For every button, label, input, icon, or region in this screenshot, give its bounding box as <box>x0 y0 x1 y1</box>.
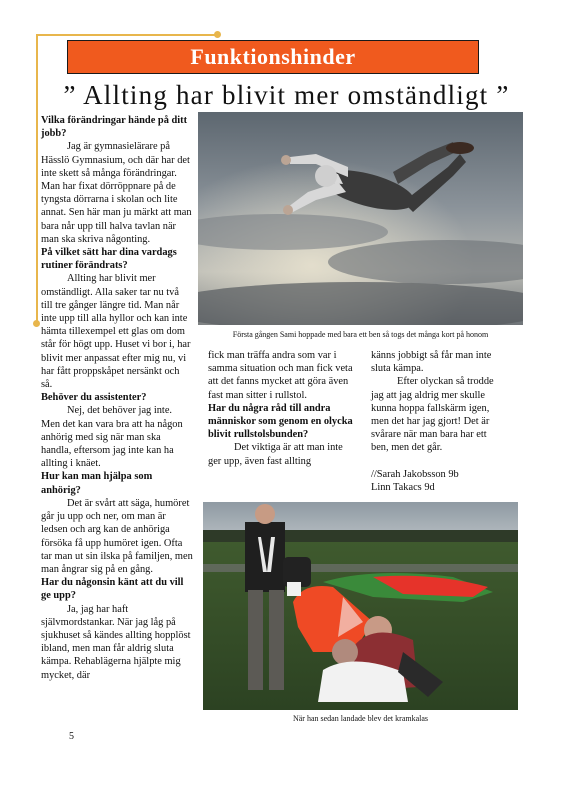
decorative-dot <box>214 31 221 38</box>
question: Vilka förändringar hände på ditt jobb? <box>41 115 188 140</box>
photo-caption-bottom: När han sedan landade blev det kramkalas <box>292 714 429 723</box>
answer: Det är svårt att säga, humöret går ju upp och ner, om man är ledsen och arg kan de anhöriga försöka få upp humöret igen. Ofta tar man ut sin ilska på familjen, men man ångrar sig på en gång. <box>41 497 193 575</box>
answer: Nej, det behöver jag inte. Men det kan vara bra att ha någon anhörig med sig när man ska handla, eftersom jag inte kan ha allting i knäet. <box>41 405 183 470</box>
answer: Allting har blivit mer omständligt. Alla saker tar nu två till tre gånger längre tid. Man når inte upp till alla hyllor och kan inte hämta tillexempel ett glas om dom står för högt upp. Huset vi bor i, har blivit mer anpassat efter mig nu, vi har fått proppskåpet nersänkt och så. <box>41 273 191 391</box>
question: På vilket sätt har dina vardags rutiner förändrats? <box>41 247 177 272</box>
question: Har du någonsin känt att du vill ge upp? <box>41 577 184 602</box>
answer: Det viktiga är att man inte ger upp, även fast allting <box>208 442 343 467</box>
section-title: Funktionshinder <box>190 44 356 69</box>
continued-paragraph: fick man träffa andra som var i samma situation och man fick veta att det fanns mycket att göra även fast man sitter i rullstol. <box>208 350 353 401</box>
article-column-1 <box>41 114 193 682</box>
answer: Jag är gymnasielärare på Hässlö Gymnasium, och där har det inte skett så många förändringar. Man har fixat dörröppnare på de tyngsta dörrarna i skolan och lite annat. Sen här man ju märkt att man bara når upp till halva tavlan när man ska skriva någonting. <box>41 141 192 245</box>
decorative-dot <box>33 320 40 327</box>
question: Behöver du assistenter? <box>41 392 147 404</box>
landing-photo <box>203 502 518 710</box>
continued-paragraph: känns jobbigt så får man inte sluta kämpa. <box>371 350 492 375</box>
section-banner <box>67 40 479 74</box>
decorative-line-horizontal <box>36 34 219 36</box>
answer: Efter olyckan så trodde jag att jag aldrig mer skulle kunna hoppa fallskärm igen, men det har jag gjort! Det är svårare när man bara har ett ben, men det går. <box>371 376 494 454</box>
answer: Ja, jag har haft självmordstankar. När jag låg på sjukhuset så kändes allting hopplöst ibland, men man får aldrig sluta kämpa. Rehablägerna hjälpte mig mycket, där <box>41 603 191 681</box>
question: Hur kan man hjälpa som anhörig? <box>41 471 153 496</box>
article-headline: ” Allting har blivit mer omständligt ” <box>63 80 510 110</box>
photo-caption-top: Första gången Sami hoppade med bara ett ben så togs det många kort på honom <box>232 330 489 339</box>
article-column-2 <box>208 349 354 468</box>
decorative-line-vertical <box>36 34 38 324</box>
byline-author: Linn Takacs 9d <box>371 481 435 493</box>
page-number: 5 <box>69 731 74 742</box>
article-column-3 <box>371 349 501 494</box>
skydiver-photo <box>198 112 523 325</box>
question: Har du några råd till andra människor som genom en olycka blivit rullstolsbunden? <box>208 402 353 441</box>
byline-author: //Sarah Jakobsson 9b <box>371 468 459 480</box>
